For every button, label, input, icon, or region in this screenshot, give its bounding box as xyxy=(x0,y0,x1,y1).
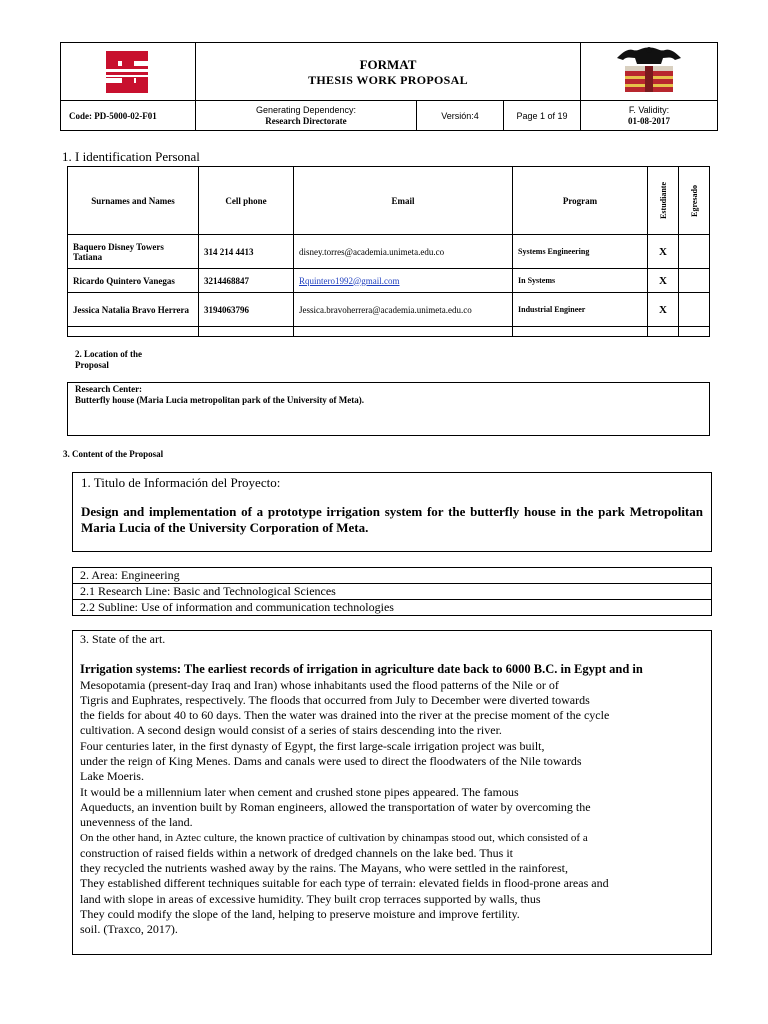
validity-cell xyxy=(581,101,718,131)
section-2-heading xyxy=(75,349,142,371)
personal-identification-table xyxy=(67,166,710,337)
validity-label: F. Validity: xyxy=(628,104,670,115)
state-line: On the other hand, in Aztec culture, the known practice of cultivation by chinampas stood out, which consisted of a xyxy=(80,831,588,844)
table-row xyxy=(68,269,710,293)
state-line: Tigris and Euphrates, respectively. The floods that occurred from July to December were diverted towards xyxy=(80,692,590,707)
project-title-box xyxy=(72,472,712,552)
state-line: cultivation. A second design would consist of a series of stairs descending into the river. xyxy=(80,723,502,738)
state-line: Four centuries later, in the first dynasty of Egypt, the first large-scale irrigation project was built, xyxy=(80,738,545,753)
dependency-value: Research Directorate xyxy=(265,115,347,126)
coat-of-arms-cell xyxy=(581,43,718,101)
person-email-link[interactable]: Rquintero1992@gmail.com xyxy=(299,275,400,286)
student-mark: X xyxy=(648,235,679,269)
section-1-heading: 1. I identification Personal xyxy=(62,149,200,164)
col-header-email: Email xyxy=(294,167,513,235)
person-email: disney.torres@academia.unimeta.edu.co xyxy=(294,235,513,269)
state-line: Aqueducts, an invention built by Roman engineers, allowed the transportation of water by overcoming the xyxy=(80,799,591,814)
person-name: Ricardo Quintero Vanegas xyxy=(68,269,199,293)
state-of-art-lead: Irrigation systems: The earliest records of irrigation in agriculture date back to 6000 B.C. in Egypt and in xyxy=(80,662,643,677)
state-of-art-label: 3. State of the art. xyxy=(80,632,166,646)
document-header xyxy=(60,42,718,131)
research-line: 2.1 Research Line: Basic and Technological Sciences xyxy=(73,584,711,600)
person-program: In Systems xyxy=(513,269,648,293)
area-line: 2. Area: Engineering xyxy=(73,568,711,584)
state-line: they recycled the nutrients washed away by the rains. The Mayans, who were settled in the rainforest, xyxy=(80,861,568,876)
validity-value: 01-08-2017 xyxy=(628,115,670,126)
format-title-cell xyxy=(196,43,581,101)
state-of-art-box xyxy=(72,630,712,955)
graduate-label: Egresado xyxy=(689,184,699,217)
state-line: soil. (Traxco, 2017). xyxy=(80,922,178,937)
project-title-text: Design and implementation of a prototype irrigation system for the butterfly house in the park Metropolitan Maria Lucia of the University Corporation of Meta. xyxy=(81,504,703,535)
graduate-mark xyxy=(679,293,710,327)
col-header-graduate xyxy=(679,167,710,235)
coat-of-arms-icon xyxy=(613,44,685,96)
person-phone: 314 214 4413 xyxy=(199,235,294,269)
dependency-label: Generating Dependency: xyxy=(255,104,357,115)
state-line: They established different techniques suitable for each type of terrain: elevated fields in flood-prone areas and xyxy=(80,876,609,891)
col-header-phone: Cell phone xyxy=(199,167,294,235)
table-row xyxy=(68,235,710,269)
research-center-box xyxy=(67,382,710,436)
student-mark: X xyxy=(648,293,679,327)
dependency-cell xyxy=(196,101,417,131)
student-label: Estudiante xyxy=(658,182,668,219)
graduate-mark xyxy=(679,235,710,269)
state-line: unevenness of the land. xyxy=(80,815,193,830)
document-code: Code: PD-5000-02-F01 xyxy=(61,101,196,131)
graduate-mark xyxy=(679,269,710,293)
col-header-program: Program xyxy=(513,167,648,235)
state-line: They could modify the slope of the land, helping to preserve moisture and improve fertility. xyxy=(80,907,520,922)
state-line: Mesopotamia (present-day Iraq and Iran) whose inhabitants used the flood patterns of the Nile or of xyxy=(80,677,559,692)
empty-row xyxy=(68,327,710,337)
person-phone: 3214468847 xyxy=(199,269,294,293)
col-header-names: Surnames and Names xyxy=(68,167,199,235)
research-center-label: Research Center: xyxy=(75,384,143,394)
person-program: Industrial Engineer xyxy=(513,293,648,327)
university-logo-icon xyxy=(102,49,154,95)
table-row xyxy=(68,293,710,327)
person-name: Jessica Natalia Bravo Herrera xyxy=(68,293,199,327)
version: Versión:4 xyxy=(417,101,504,131)
state-line: land with slope in areas of excessive humidity. They built crop terraces supported by walls, thus xyxy=(80,891,541,906)
person-name: Baquero Disney Towers Tatiana xyxy=(68,235,199,269)
state-line: the fields for about 40 to 60 days. Then the water was drained into the river at the precise moment of the cycle xyxy=(80,708,610,723)
state-line: construction of raised fields within a network of dredged channels on the lake bed. Thus it xyxy=(80,845,513,860)
section-2-heading-line-1: 2. Location of the xyxy=(75,349,142,359)
project-title-label: 1. Titulo de Información del Proyecto: xyxy=(81,475,281,490)
institution-logo-cell xyxy=(61,43,196,101)
person-phone: 3194063796 xyxy=(199,293,294,327)
research-center-value: Butterfly house (Maria Lucia metropolitan park of the University of Meta). xyxy=(75,395,365,405)
section-3-heading: 3. Content of the Proposal xyxy=(63,449,164,459)
person-email: Jessica.bravoherrera@academia.unimeta.edu.co xyxy=(294,293,513,327)
col-header-student xyxy=(648,167,679,235)
student-mark: X xyxy=(648,269,679,293)
section-2-heading-line-2: Proposal xyxy=(75,360,109,370)
state-line: Lake Moeris. xyxy=(80,769,144,784)
state-line: under the reign of King Menes. Dams and canals were used to direct the floodwaters of the Nile towards xyxy=(80,754,582,769)
person-program: Systems Engineering xyxy=(513,235,648,269)
person-email-cell xyxy=(294,269,513,293)
document-title: THESIS WORK PROPOSAL xyxy=(308,73,468,87)
state-line: It would be a millennium later when cement and crushed stone pipes appeared. The famous xyxy=(80,784,519,799)
format-label: FORMAT xyxy=(359,57,417,72)
page-number: Page 1 of 19 xyxy=(504,101,581,131)
area-box xyxy=(72,567,712,616)
subline: 2.2 Subline: Use of information and communication technologies xyxy=(80,600,394,614)
